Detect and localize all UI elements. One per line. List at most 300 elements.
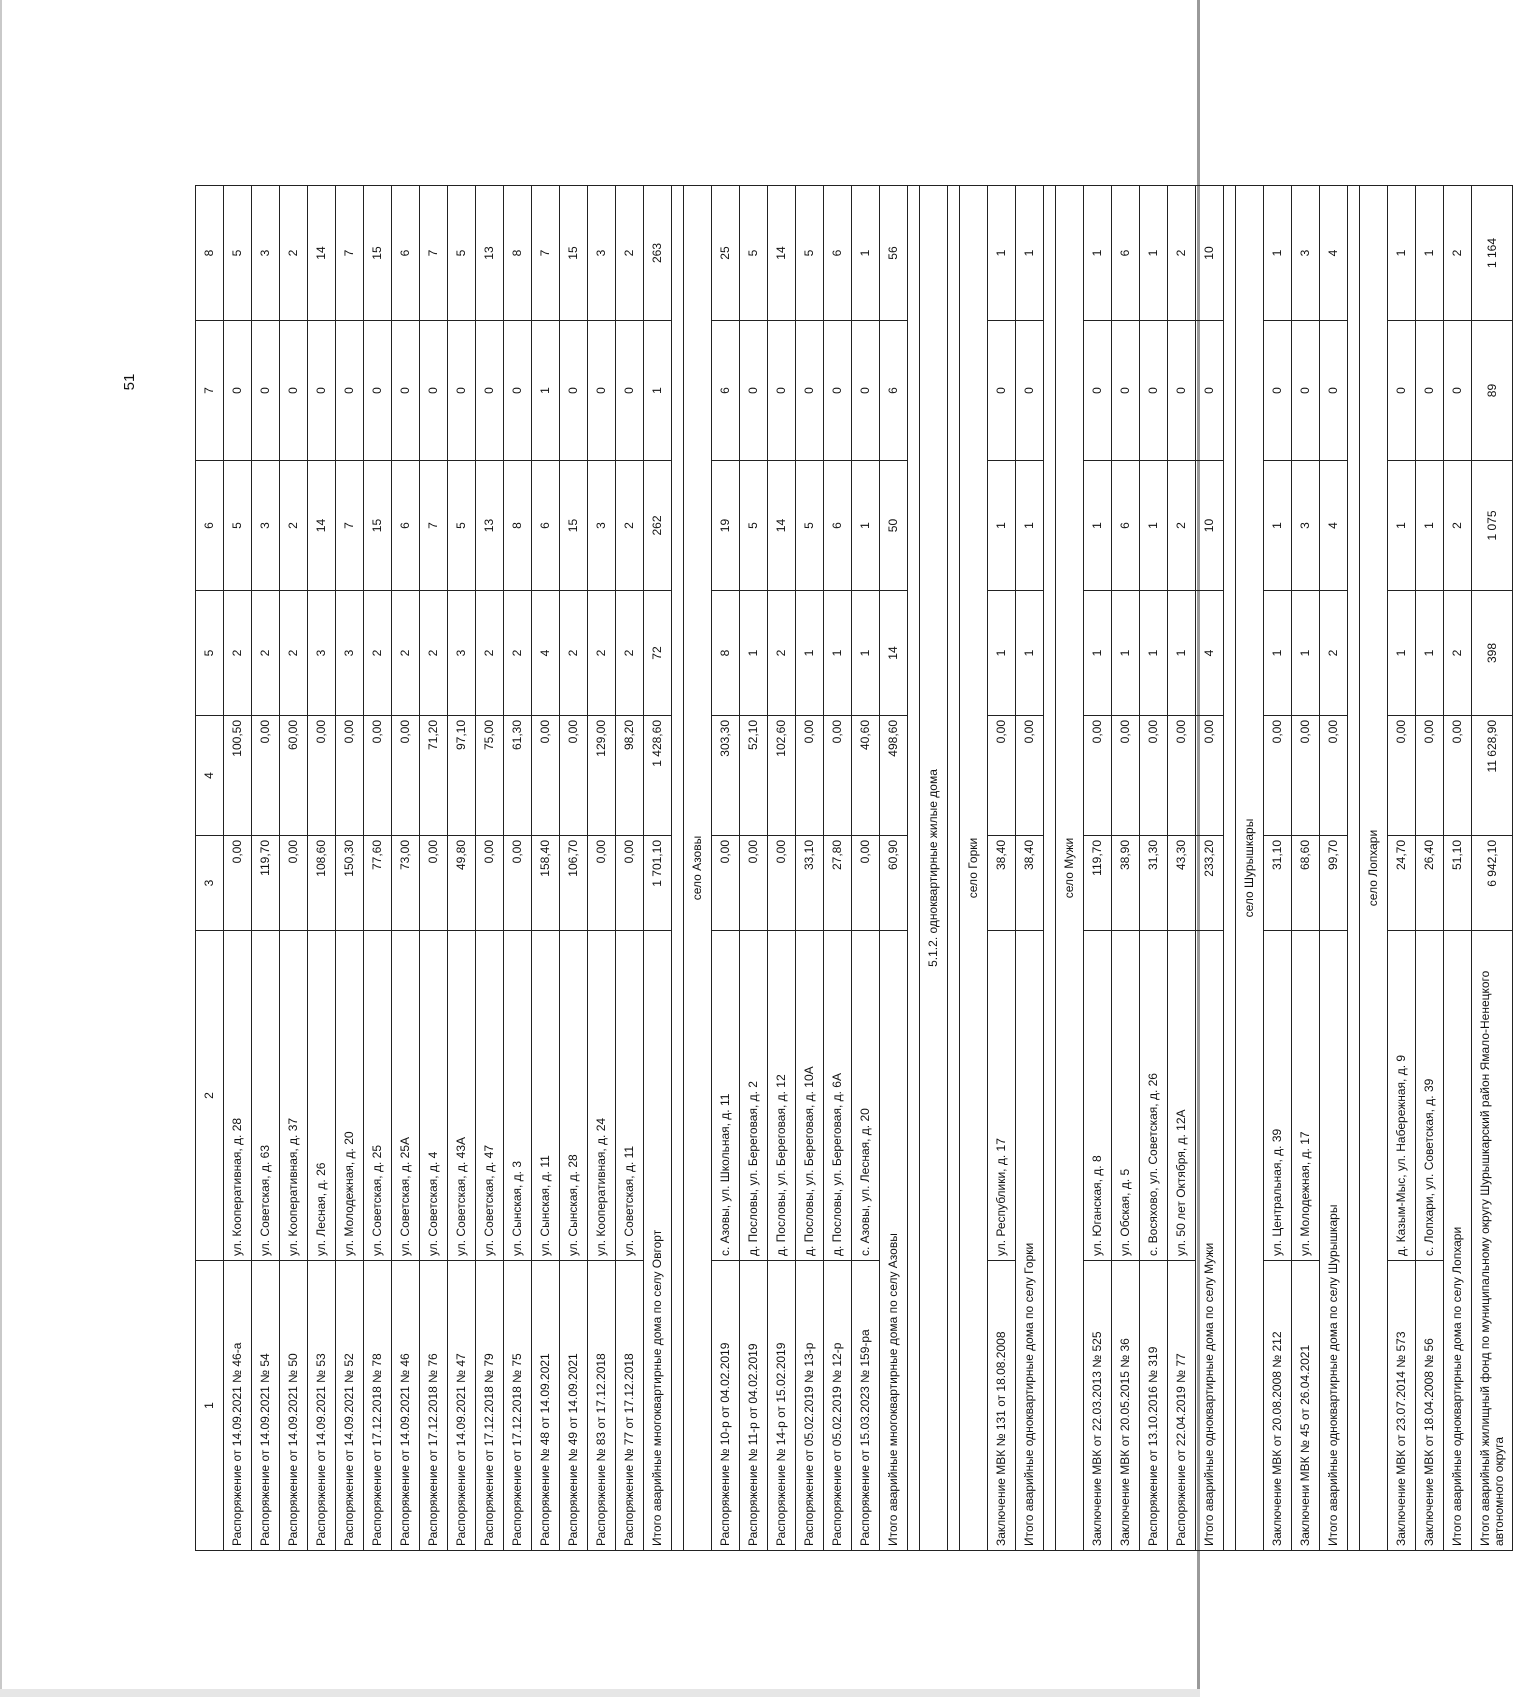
table-cell-col-1: Распоряжение от 14.09.2021 № 52	[336, 1261, 364, 1551]
table-cell-col-5: 2	[616, 591, 644, 716]
total-cell-col-4: 0,00	[1320, 716, 1348, 836]
table-cell-col-5: 1	[1084, 591, 1112, 716]
spacer-cell	[672, 186, 684, 1551]
table-cell-col-7: 1	[532, 321, 560, 461]
spacer-row	[908, 186, 920, 1551]
table-cell-col-5: 2	[504, 591, 532, 716]
table-cell-col-3: 0,00	[712, 836, 740, 931]
table-cell-col-7: 0	[1084, 321, 1112, 461]
spacer-cell	[908, 186, 920, 1551]
table-cell-col-4: 102,60	[768, 716, 796, 836]
total-label: Итого аварийные одноквартирные дома по селу Лопхари	[1444, 931, 1472, 1551]
table-row	[852, 186, 880, 1551]
housing-table	[195, 185, 1513, 1551]
table-cell-col-6: 1	[1140, 461, 1168, 591]
table-row	[364, 186, 392, 1551]
table-cell-col-3: 119,70	[1084, 836, 1112, 931]
table-cell-col-2: д. Пословы, ул. Береговая, д. 2	[740, 931, 768, 1261]
table-cell-col-1: Распоряжение № 83 от 17.12.2018	[588, 1261, 616, 1551]
table-cell-col-6: 8	[504, 461, 532, 591]
table-cell-col-7: 0	[1388, 321, 1416, 461]
total-cell-col-8: 1 164	[1472, 186, 1513, 321]
table-cell-col-8: 6	[1112, 186, 1140, 321]
table-cell-col-2: ул. Советская, д. 47	[476, 931, 504, 1261]
table-cell-col-3: 31,30	[1140, 836, 1168, 931]
table-cell-col-5: 2	[392, 591, 420, 716]
table-cell-col-2: д. Пословы, ул. Береговая, д. 10А	[796, 931, 824, 1261]
table-cell-col-1: Распоряжение № 10-р от 04.02.2019	[712, 1261, 740, 1551]
table-cell-col-2: ул. Кооперативная, д. 28	[224, 931, 252, 1261]
total-cell-col-3: 38,40	[1016, 836, 1044, 931]
table-cell-col-3: 27,80	[824, 836, 852, 931]
table-cell-col-5: 2	[280, 591, 308, 716]
table-cell-col-3: 24,70	[1388, 836, 1416, 931]
table-cell-col-7: 0	[796, 321, 824, 461]
table-cell-col-7: 0	[392, 321, 420, 461]
table-cell-col-4: 0,00	[336, 716, 364, 836]
table-cell-col-4: 0,00	[392, 716, 420, 836]
table-cell-col-1: Распоряжение от 14.09.2021 № 46	[392, 1261, 420, 1551]
table-cell-col-6: 7	[336, 461, 364, 591]
table-cell-col-3: 33,10	[796, 836, 824, 931]
table-cell-col-7: 0	[1416, 321, 1444, 461]
table-cell-col-4: 97,10	[448, 716, 476, 836]
total-label: Итого аварийный жилищный фонд по муниципальному округу Шурышкарский район Ямало-Ненецкого автономного округа	[1472, 931, 1513, 1551]
total-cell-col-8: 1	[1016, 186, 1044, 321]
subtotal-row	[1320, 186, 1348, 1551]
table-cell-col-1: Распоряжение от 17.12.2018 № 75	[504, 1261, 532, 1551]
table-cell-col-1: Распоряжение от 14.09.2021 № 50	[280, 1261, 308, 1551]
table-cell-col-1: Заключение МВК от 18.04.2008 № 56	[1416, 1261, 1444, 1551]
table-cell-col-8: 1	[1264, 186, 1292, 321]
table-cell-col-8: 5	[740, 186, 768, 321]
table-cell-col-2: ул. Лесная, д. 26	[308, 931, 336, 1261]
table-cell-col-7: 0	[824, 321, 852, 461]
table-cell-col-6: 1	[1084, 461, 1112, 591]
table-row	[560, 186, 588, 1551]
spacer-cell	[948, 186, 960, 1551]
section-header-row	[1360, 186, 1388, 1551]
table-cell-col-4: 61,30	[504, 716, 532, 836]
table-cell-col-1: Распоряжение от 14.09.2021 № 46-а	[224, 1261, 252, 1551]
total-cell-col-6: 50	[880, 461, 908, 591]
table-cell-col-3: 0,00	[504, 836, 532, 931]
table-cell-col-3: 73,00	[392, 836, 420, 931]
total-cell-col-5: 14	[880, 591, 908, 716]
table-cell-col-6: 5	[448, 461, 476, 591]
table-cell-col-2: ул. Сынская, д. 28	[560, 931, 588, 1261]
table-cell-col-8: 14	[308, 186, 336, 321]
table-cell-col-1: Распоряжение от 17.12.2018 № 78	[364, 1261, 392, 1551]
rotated-table-container	[195, 186, 1506, 1551]
table-cell-col-1: Распоряжение № 14-р от 15.02.2019	[768, 1261, 796, 1551]
table-cell-col-5: 1	[824, 591, 852, 716]
table-cell-col-6: 6	[824, 461, 852, 591]
table-cell-col-5: 2	[560, 591, 588, 716]
total-cell-col-7: 0	[1196, 321, 1224, 461]
table-cell-col-1: Распоряжение от 05.02.2019 № 12-р	[824, 1261, 852, 1551]
table-cell-col-4: 0,00	[1388, 716, 1416, 836]
header-cell-6: 6	[196, 461, 224, 591]
table-cell-col-5: 1	[740, 591, 768, 716]
table-cell-col-1: Заключени МВК № 45 от 26.04.2021	[1292, 1261, 1320, 1551]
table-cell-col-4: 71,20	[420, 716, 448, 836]
subtotal-row	[1016, 186, 1044, 1551]
table-row	[448, 186, 476, 1551]
table-cell-col-5: 1	[1168, 591, 1196, 716]
page-edge-left	[0, 0, 2, 1697]
table-cell-col-5: 1	[1112, 591, 1140, 716]
table-cell-col-7: 0	[308, 321, 336, 461]
table-cell-col-4: 0,00	[1084, 716, 1112, 836]
table-cell-col-1: Распоряжение № 11-р от 04.02.2019	[740, 1261, 768, 1551]
table-cell-col-2: ул. Советская, д. 63	[252, 931, 280, 1261]
table-cell-col-7: 0	[1168, 321, 1196, 461]
table-cell-col-4: 0,00	[252, 716, 280, 836]
spacer-row	[1348, 186, 1360, 1551]
table-cell-col-5: 2	[476, 591, 504, 716]
table-row	[280, 186, 308, 1551]
table-cell-col-6: 19	[712, 461, 740, 591]
table-cell-col-3: 150,30	[336, 836, 364, 931]
table-cell-col-2: ул. Молодежная, д. 17	[1292, 931, 1320, 1261]
table-cell-col-5: 8	[712, 591, 740, 716]
table-cell-col-6: 1	[1416, 461, 1444, 591]
total-cell-col-6: 1 075	[1472, 461, 1513, 591]
table-cell-col-8: 7	[532, 186, 560, 321]
total-cell-col-4: 0,00	[1196, 716, 1224, 836]
total-label: Итого аварийные одноквартирные дома по селу Шурышкары	[1320, 931, 1348, 1551]
table-cell-col-1: Распоряжение от 17.12.2018 № 76	[420, 1261, 448, 1551]
table-cell-col-2: ул. Юганская, д. 8	[1084, 931, 1112, 1261]
total-cell-col-4: 11 628,90	[1472, 716, 1513, 836]
table-cell-col-4: 0,00	[560, 716, 588, 836]
table-cell-col-8: 5	[796, 186, 824, 321]
table-cell-col-6: 2	[616, 461, 644, 591]
table-cell-col-7: 0	[364, 321, 392, 461]
table-cell-col-5: 2	[364, 591, 392, 716]
table-row	[1388, 186, 1416, 1551]
table-row	[392, 186, 420, 1551]
table-cell-col-8: 3	[1292, 186, 1320, 321]
table-cell-col-6: 1	[1264, 461, 1292, 591]
table-cell-col-6: 7	[420, 461, 448, 591]
table-cell-col-5: 1	[1292, 591, 1320, 716]
table-cell-col-6: 2	[280, 461, 308, 591]
table-cell-col-6: 1	[1388, 461, 1416, 591]
table-cell-col-3: 49,80	[448, 836, 476, 931]
total-cell-col-5: 1	[1016, 591, 1044, 716]
table-cell-col-6: 6	[1112, 461, 1140, 591]
table-cell-col-2: ул. Сынская, д. 3	[504, 931, 532, 1261]
table-cell-col-1: Распоряжение № 77 от 17.12.2018	[616, 1261, 644, 1551]
table-row	[252, 186, 280, 1551]
table-cell-col-3: 0,00	[476, 836, 504, 931]
section-title: село Азовы	[684, 186, 712, 1551]
spacer-cell	[1348, 186, 1360, 1551]
table-cell-col-6: 1	[852, 461, 880, 591]
section-title: 5.1.2. одноквартирные жилые дома	[920, 186, 948, 1551]
section-header-row	[1056, 186, 1084, 1551]
page-number: 51	[121, 373, 138, 391]
table-cell-col-5: 2	[252, 591, 280, 716]
spacer-row	[1224, 186, 1236, 1551]
total-cell-col-6: 1	[1016, 461, 1044, 591]
table-cell-col-1: Заключение МВК от 20.05.2015 № 36	[1112, 1261, 1140, 1551]
table-cell-col-8: 1	[852, 186, 880, 321]
table-cell-col-4: 75,00	[476, 716, 504, 836]
table-row	[796, 186, 824, 1551]
table-cell-col-7: 0	[740, 321, 768, 461]
table-cell-col-7: 0	[616, 321, 644, 461]
table-cell-col-7: 0	[336, 321, 364, 461]
table-cell-col-3: 26,40	[1416, 836, 1444, 931]
table-cell-col-8: 6	[392, 186, 420, 321]
table-cell-col-8: 2	[616, 186, 644, 321]
table-cell-col-4: 0,00	[532, 716, 560, 836]
total-cell-col-8: 4	[1320, 186, 1348, 321]
total-cell-col-5: 4	[1196, 591, 1224, 716]
table-cell-col-7: 6	[712, 321, 740, 461]
table-cell-col-8: 2	[280, 186, 308, 321]
table-cell-col-6: 2	[1168, 461, 1196, 591]
table-cell-col-3: 38,90	[1112, 836, 1140, 931]
table-cell-col-8: 1	[1140, 186, 1168, 321]
table-cell-col-2: ул. Сынская, д. 11	[532, 931, 560, 1261]
total-cell-col-3: 233,20	[1196, 836, 1224, 931]
table-row	[420, 186, 448, 1551]
table-cell-col-4: 60,00	[280, 716, 308, 836]
table-cell-col-7: 0	[448, 321, 476, 461]
table-row	[1112, 186, 1140, 1551]
table-row	[588, 186, 616, 1551]
table-cell-col-3: 0,00	[852, 836, 880, 931]
table-row	[768, 186, 796, 1551]
total-cell-col-3: 99,70	[1320, 836, 1348, 931]
total-cell-col-6: 262	[644, 461, 672, 591]
table-cell-col-4: 0,00	[364, 716, 392, 836]
header-cell-1: 1	[196, 1261, 224, 1551]
total-cell-col-5: 2	[1320, 591, 1348, 716]
table-cell-col-3: 77,60	[364, 836, 392, 931]
table-cell-col-8: 14	[768, 186, 796, 321]
table-cell-col-5: 1	[1264, 591, 1292, 716]
table-cell-col-6: 5	[796, 461, 824, 591]
table-cell-col-4: 0,00	[1264, 716, 1292, 836]
table-row	[1292, 186, 1320, 1551]
total-label: Итого аварийные одноквартирные дома по селу Мужи	[1196, 931, 1224, 1551]
table-cell-col-4: 0,00	[308, 716, 336, 836]
section-title: село Лопхари	[1360, 186, 1388, 1551]
table-cell-col-7: 0	[852, 321, 880, 461]
page-bottom-strip	[0, 1689, 1200, 1697]
total-cell-col-8: 2	[1444, 186, 1472, 321]
table-cell-col-8: 13	[476, 186, 504, 321]
table-cell-col-4: 0,00	[1112, 716, 1140, 836]
table-cell-col-3: 119,70	[252, 836, 280, 931]
table-cell-col-1: Распоряжение от 14.09.2021 № 47	[448, 1261, 476, 1551]
table-cell-col-4: 100,50	[224, 716, 252, 836]
table-cell-col-5: 4	[532, 591, 560, 716]
table-cell-col-1: Заключение МВК от 23.07.2014 № 573	[1388, 1261, 1416, 1551]
table-cell-col-7: 0	[1112, 321, 1140, 461]
table-cell-col-1: Распоряжение № 48 от 14.09.2021	[532, 1261, 560, 1551]
total-cell-col-7: 0	[1320, 321, 1348, 461]
total-label: Итого аварийные многоквартирные дома по селу Овгорт	[644, 931, 672, 1551]
table-header-row	[196, 186, 224, 1551]
table-row	[740, 186, 768, 1551]
grand-total-row	[1472, 186, 1513, 1551]
table-cell-col-2: ул. Кооперативная, д. 24	[588, 931, 616, 1261]
table-cell-col-3: 38,40	[988, 836, 1016, 931]
spacer-cell	[1044, 186, 1056, 1551]
table-cell-col-3: 106,70	[560, 836, 588, 931]
total-label: Итого аварийные одноквартирные дома по селу Горки	[1016, 931, 1044, 1551]
table-row	[476, 186, 504, 1551]
table-cell-col-3: 0,00	[224, 836, 252, 931]
table-row	[336, 186, 364, 1551]
table-cell-col-8: 25	[712, 186, 740, 321]
table-cell-col-5: 1	[1416, 591, 1444, 716]
table-cell-col-8: 6	[824, 186, 852, 321]
table-cell-col-7: 0	[1292, 321, 1320, 461]
spacer-cell	[1224, 186, 1236, 1551]
table-cell-col-7: 0	[988, 321, 1016, 461]
table-cell-col-1: Распоряжение от 05.02.2019 № 13-р	[796, 1261, 824, 1551]
total-cell-col-7: 89	[1472, 321, 1513, 461]
total-cell-col-8: 10	[1196, 186, 1224, 321]
table-cell-col-2: ул. Советская, д. 43А	[448, 931, 476, 1261]
table-row	[1084, 186, 1112, 1551]
total-cell-col-4: 498,60	[880, 716, 908, 836]
table-cell-col-3: 31,10	[1264, 836, 1292, 931]
total-cell-col-6: 4	[1320, 461, 1348, 591]
table-cell-col-3: 43,30	[1168, 836, 1196, 931]
table-cell-col-4: 0,00	[988, 716, 1016, 836]
total-cell-col-6: 2	[1444, 461, 1472, 591]
table-cell-col-5: 1	[796, 591, 824, 716]
table-cell-col-5: 2	[224, 591, 252, 716]
table-cell-col-7: 0	[504, 321, 532, 461]
table-row	[616, 186, 644, 1551]
table-row	[504, 186, 532, 1551]
table-cell-col-6: 15	[364, 461, 392, 591]
table-cell-col-3: 0,00	[420, 836, 448, 931]
table-cell-col-3: 0,00	[616, 836, 644, 931]
table-cell-col-6: 14	[768, 461, 796, 591]
table-cell-col-4: 0,00	[824, 716, 852, 836]
table-body	[196, 186, 1513, 1551]
table-cell-col-8: 1	[1416, 186, 1444, 321]
total-cell-col-7: 0	[1016, 321, 1044, 461]
table-row	[308, 186, 336, 1551]
table-cell-col-1: Распоряжение от 14.09.2021 № 54	[252, 1261, 280, 1551]
table-cell-col-2: ул. Советская, д. 4	[420, 931, 448, 1261]
table-row	[1264, 186, 1292, 1551]
table-cell-col-8: 1	[988, 186, 1016, 321]
subtotal-row	[1196, 186, 1224, 1551]
table-cell-col-7: 0	[768, 321, 796, 461]
section-title: село Горки	[960, 186, 988, 1551]
table-cell-col-4: 0,00	[1168, 716, 1196, 836]
table-cell-col-4: 40,60	[852, 716, 880, 836]
table-cell-col-7: 0	[280, 321, 308, 461]
table-cell-col-8: 15	[560, 186, 588, 321]
table-cell-col-5: 1	[1140, 591, 1168, 716]
total-cell-col-3: 51,10	[1444, 836, 1472, 931]
table-cell-col-6: 5	[224, 461, 252, 591]
total-cell-col-6: 10	[1196, 461, 1224, 591]
table-row	[824, 186, 852, 1551]
table-row	[224, 186, 252, 1551]
table-cell-col-5: 3	[448, 591, 476, 716]
spacer-row	[1044, 186, 1056, 1551]
total-cell-col-8: 263	[644, 186, 672, 321]
table-cell-col-3: 0,00	[588, 836, 616, 931]
table-cell-col-2: с. Лопхари, ул. Советская, д. 39	[1416, 931, 1444, 1261]
section-header-row	[960, 186, 988, 1551]
table-cell-col-2: ул. Обская, д. 5	[1112, 931, 1140, 1261]
table-cell-col-7: 0	[476, 321, 504, 461]
table-cell-col-7: 0	[224, 321, 252, 461]
table-cell-col-2: д. Пословы, ул. Береговая, д. 12	[768, 931, 796, 1261]
spacer-row	[948, 186, 960, 1551]
total-cell-col-7: 6	[880, 321, 908, 461]
table-cell-col-6: 6	[532, 461, 560, 591]
table-cell-col-1: Распоряжение от 17.12.2018 № 79	[476, 1261, 504, 1551]
total-cell-col-3: 1 701,10	[644, 836, 672, 931]
table-cell-col-8: 3	[252, 186, 280, 321]
spacer-row	[672, 186, 684, 1551]
table-cell-col-4: 52,10	[740, 716, 768, 836]
header-cell-7: 7	[196, 321, 224, 461]
table-cell-col-1: Распоряжение от 13.10.2016 № 319	[1140, 1261, 1168, 1551]
table-cell-col-8: 7	[420, 186, 448, 321]
section-header-row	[1236, 186, 1264, 1551]
table-row	[1140, 186, 1168, 1551]
table-cell-col-7: 0	[1140, 321, 1168, 461]
total-label: Итого аварийные многоквартирные дома по селу Азовы	[880, 931, 908, 1551]
table-cell-col-4: 0,00	[1416, 716, 1444, 836]
table-cell-col-3: 0,00	[768, 836, 796, 931]
table-cell-col-2: ул. 50 лет Октября, д. 12А	[1168, 931, 1196, 1261]
table-row	[1168, 186, 1196, 1551]
section-header-row	[684, 186, 712, 1551]
table-cell-col-6: 13	[476, 461, 504, 591]
table-cell-col-7: 0	[1264, 321, 1292, 461]
table-cell-col-3: 0,00	[280, 836, 308, 931]
table-cell-col-5: 2	[588, 591, 616, 716]
table-cell-col-2: д. Казым-Мыс, ул. Набережная, д. 9	[1388, 931, 1416, 1261]
table-cell-col-2: ул. Республики, д. 17	[988, 931, 1016, 1261]
table-cell-col-6: 3	[588, 461, 616, 591]
table-cell-col-1: Распоряжение от 22.04.2019 № 77	[1168, 1261, 1196, 1551]
table-cell-col-5: 3	[308, 591, 336, 716]
table-cell-col-4: 129,00	[588, 716, 616, 836]
table-cell-col-8: 15	[364, 186, 392, 321]
table-cell-col-1: Заключение МВК от 20.08.2008 № 212	[1264, 1261, 1292, 1551]
table-cell-col-1: Распоряжение № 49 от 14.09.2021	[560, 1261, 588, 1551]
table-cell-col-1: Распоряжение от 15.03.2023 № 159-ра	[852, 1261, 880, 1551]
table-cell-col-2: ул. Центральная, д. 39	[1264, 931, 1292, 1261]
table-row	[1416, 186, 1444, 1551]
total-cell-col-3: 60,90	[880, 836, 908, 931]
table-cell-col-4: 98,20	[616, 716, 644, 836]
table-cell-col-7: 0	[420, 321, 448, 461]
header-cell-2: 2	[196, 931, 224, 1261]
table-cell-col-2: ул. Советская, д. 25А	[392, 931, 420, 1261]
table-cell-col-5: 1	[988, 591, 1016, 716]
